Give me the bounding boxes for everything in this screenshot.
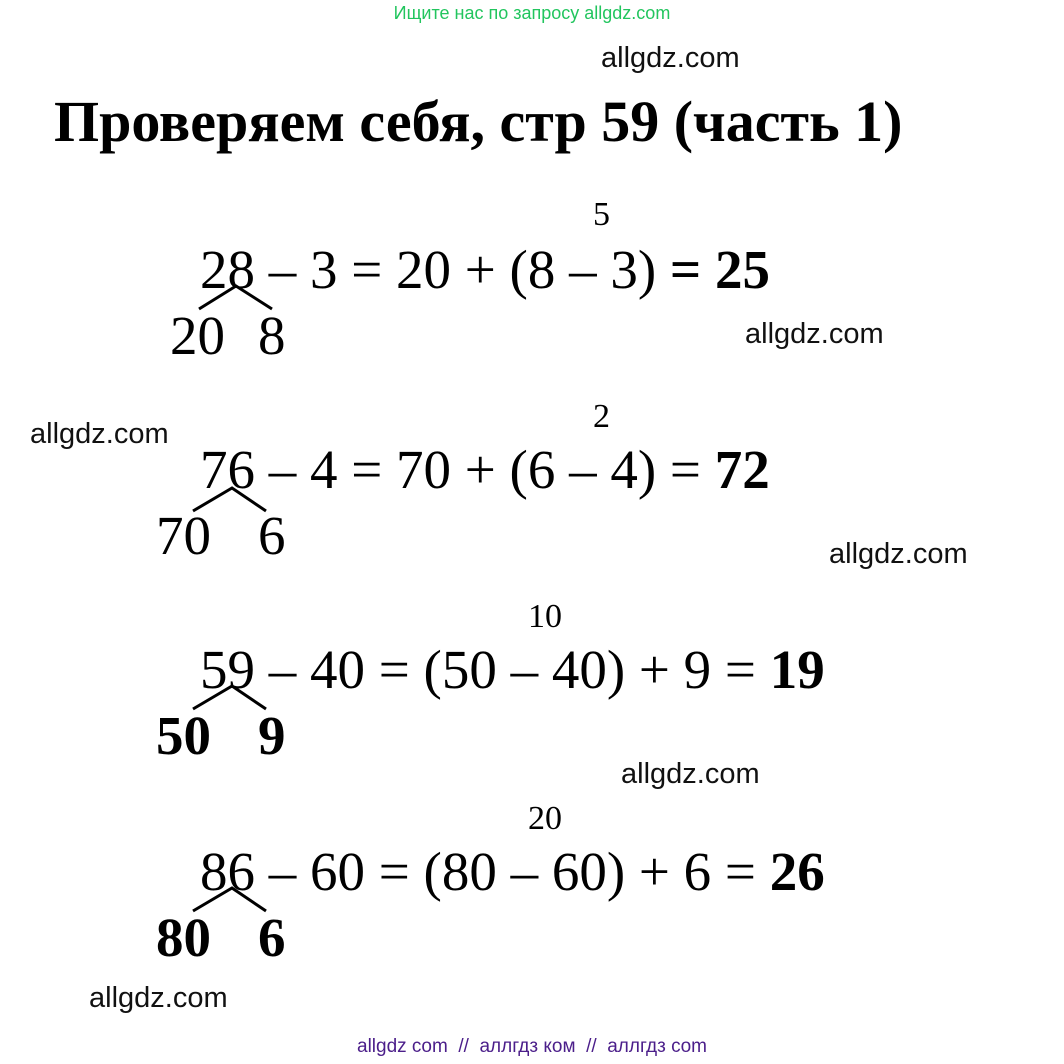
watermark: allgdz.com xyxy=(601,42,740,74)
page-title: Проверяем себя, стр 59 (часть 1) xyxy=(54,89,903,154)
watermark: allgdz.com xyxy=(30,418,169,450)
intermediate-result: 20 xyxy=(528,800,562,837)
part-tens: 80 xyxy=(156,907,211,968)
intermediate-result: 10 xyxy=(528,598,562,635)
decomposed-number: 59 xyxy=(200,639,255,700)
equation-text: – 40 = (50 – 40) + 9 = xyxy=(255,639,770,700)
intermediate-result: 2 xyxy=(593,398,610,435)
answer: 19 xyxy=(769,639,825,700)
equation-row xyxy=(200,638,825,701)
part-tens: 20 xyxy=(170,305,225,366)
equation-text: – 60 = (80 – 60) + 6 = xyxy=(255,841,770,902)
part-units: 6 xyxy=(258,907,286,968)
answer: = 25 xyxy=(669,239,771,300)
equation-row xyxy=(200,840,825,903)
decomposed-number: 28 xyxy=(200,239,255,300)
part-units: 6 xyxy=(258,505,286,566)
watermark: allgdz.com xyxy=(745,318,884,350)
equation-text: – 3 = 20 + (8 – 3) xyxy=(255,239,670,300)
top-banner: Ищите нас по запросу allgdz.com xyxy=(393,3,671,23)
intermediate-result: 5 xyxy=(593,196,610,233)
part-units: 8 xyxy=(258,305,286,366)
footer-links: allgdz com // аллгдз ком // аллгдз com xyxy=(357,1036,707,1057)
watermark: allgdz.com xyxy=(89,982,228,1014)
part-tens: 50 xyxy=(156,705,211,766)
watermark: allgdz.com xyxy=(621,758,760,790)
equation-row xyxy=(200,438,770,501)
decomposed-number: 86 xyxy=(200,841,255,902)
answer: 26 xyxy=(769,841,825,902)
decomposed-number: 76 xyxy=(200,439,255,500)
part-units: 9 xyxy=(258,705,286,766)
part-tens: 70 xyxy=(156,505,211,566)
answer: 72 xyxy=(714,439,770,500)
equation-text: – 4 = 70 + (6 – 4) = xyxy=(255,439,715,500)
equation-row xyxy=(200,238,770,301)
watermark: allgdz.com xyxy=(829,538,968,570)
